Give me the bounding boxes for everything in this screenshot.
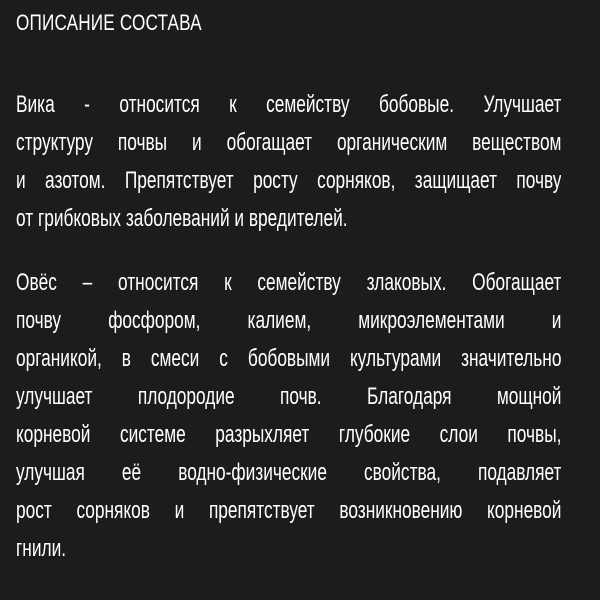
text-line: и азотом. Препятствует росту сорняков, защищает почву bbox=[16, 167, 561, 194]
section-title: ОПИСАНИЕ СОСТАВА bbox=[16, 10, 202, 35]
text-line: гнили. bbox=[16, 535, 67, 562]
text-line: улучшает плодородие почв. Благодаря мощной bbox=[16, 383, 561, 410]
text-line: Овёс – относится к семейству злаковых. Обогащает bbox=[16, 269, 561, 296]
text-line: почву фосфором, калием, микроэлементами и bbox=[16, 307, 561, 334]
text-line: Вика - относится к семейству бобовые. Улучшает bbox=[16, 91, 561, 118]
text-line: структуру почвы и обогащает органическим веществом bbox=[16, 129, 561, 156]
text-line: рост сорняков и препятствует возникновению корневой bbox=[16, 497, 561, 524]
paragraph-vika bbox=[16, 86, 561, 238]
text-line: от грибковых заболеваний и вредителей. bbox=[16, 205, 348, 232]
text-line: улучшая её водно-физические свойства, подавляет bbox=[16, 459, 561, 486]
paragraph-oves bbox=[16, 264, 561, 568]
text-line: корневой системе разрыхляет глубокие слои почвы, bbox=[16, 421, 561, 448]
text-line: органикой, в смеси с бобовыми культурами значительно bbox=[16, 345, 561, 372]
